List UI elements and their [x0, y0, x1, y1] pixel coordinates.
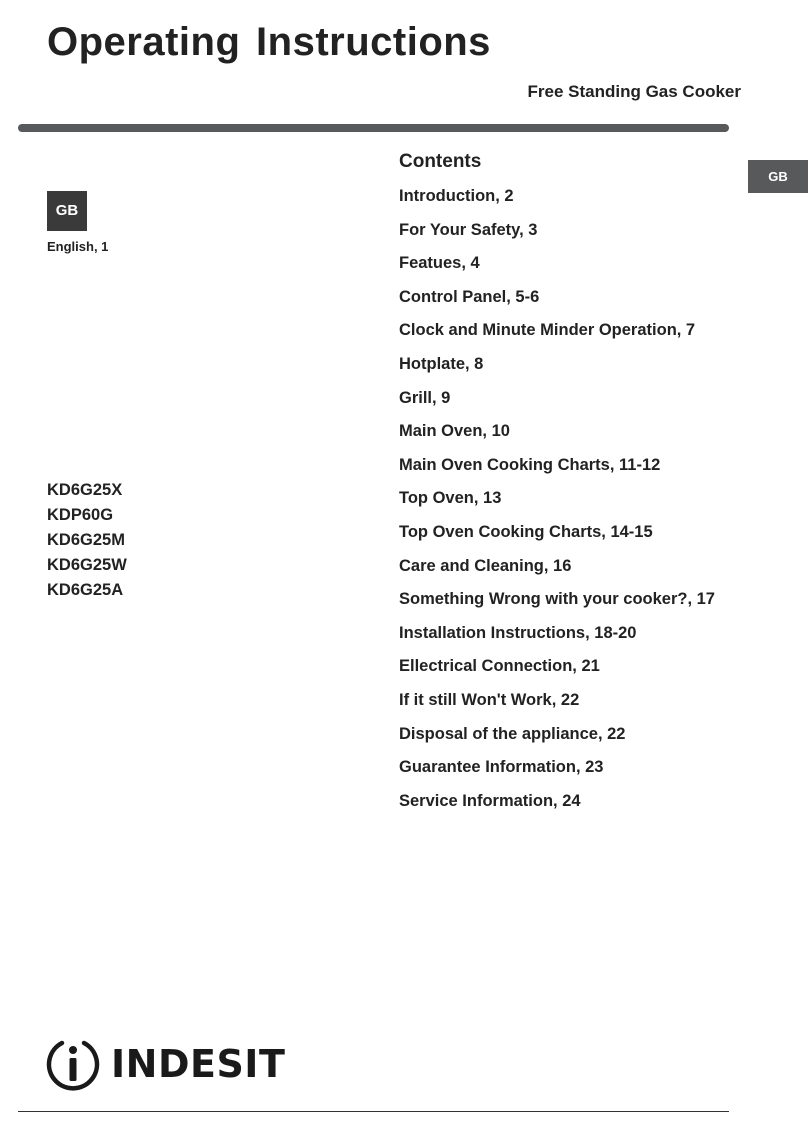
language-label: English, 1 — [47, 239, 109, 254]
toc-item: Control Panel, 5-6 — [399, 287, 540, 306]
toc-item: Introduction, 2 — [399, 187, 514, 205]
toc-item: Main Oven, 10 — [399, 422, 510, 441]
toc-item: Ellectrical Connection, 21 — [399, 657, 600, 676]
toc-item: If it still Won't Work, 22 — [399, 690, 580, 709]
toc-item: Featues, 4 — [399, 254, 480, 273]
toc-item: Disposal of the appliance, 22 — [399, 724, 626, 743]
toc-item: Guarantee Information, 23 — [399, 758, 604, 777]
model-item: KD6G25W — [47, 556, 127, 574]
contents-heading: Contents — [399, 151, 482, 172]
brand-logo — [45, 1036, 285, 1092]
toc-item: Installation Instructions, 18-20 — [399, 623, 637, 642]
model-item: KDP60G — [47, 506, 114, 524]
brand-name: INDESIT — [111, 1042, 286, 1086]
toc-item: Clock and Minute Minder Operation, 7 — [399, 321, 696, 340]
table-of-contents — [399, 186, 715, 824]
toc-item: Top Oven Cooking Charts, 14-15 — [399, 522, 653, 541]
toc-item: Something Wrong with your cooker?, 17 — [399, 590, 715, 609]
model-list — [47, 478, 127, 603]
toc-item: Service Information, 24 — [399, 791, 581, 810]
model-item: KD6G25X — [47, 481, 123, 499]
indesit-logo-icon — [45, 1036, 101, 1092]
page-title: Operating Instructions — [47, 20, 491, 64]
model-item: KD6G25M — [47, 531, 125, 549]
language-side-tab: GB — [748, 160, 808, 193]
toc-item: Top Oven, 13 — [399, 489, 502, 508]
toc-item: Grill, 9 — [399, 388, 451, 407]
toc-item: Care and Cleaning, 16 — [399, 556, 572, 575]
toc-item: Hotplate, 8 — [399, 354, 484, 373]
model-item: KD6G25A — [47, 581, 124, 599]
page-subtitle: Free Standing Gas Cooker — [527, 82, 741, 101]
footer-divider — [18, 1111, 729, 1112]
header-divider — [18, 124, 729, 132]
toc-item: Main Oven Cooking Charts, 11-12 — [399, 455, 661, 474]
language-badge: GB — [47, 191, 87, 231]
toc-item: For Your Safety, 3 — [399, 220, 538, 239]
